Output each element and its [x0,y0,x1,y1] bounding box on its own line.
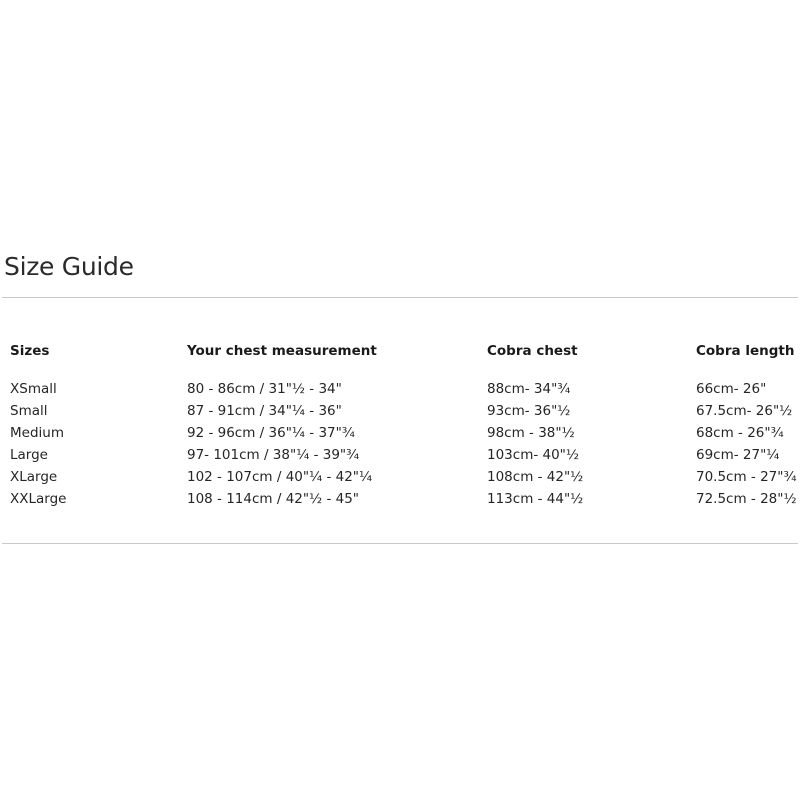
table-row [0,444,800,466]
chest-measurement-cell: 102 - 107cm / 40"¼ - 42"¼ [187,469,373,485]
cobra-length-cell: 72.5cm - 28"½ [696,491,797,507]
table-row [0,400,800,422]
title-divider [2,297,798,298]
size-cell: Small [10,403,48,419]
cobra-chest-cell: 98cm - 38"½ [487,425,575,441]
cobra-chest-cell: 103cm- 40"½ [487,447,579,463]
size-table [0,340,800,510]
table-row [0,378,800,400]
table-row [0,466,800,488]
cobra-chest-cell: 88cm- 34"¾ [487,381,571,397]
chest-measurement-cell: 108 - 114cm / 42"½ - 45" [187,491,360,507]
size-cell: XXLarge [10,491,67,507]
table-row [0,488,800,510]
chest-measurement-cell: 80 - 86cm / 31"½ - 34" [187,381,342,397]
header-cobra-chest: Cobra chest [487,343,578,359]
header-cobra-length: Cobra length [696,343,795,359]
header-sizes: Sizes [10,343,50,359]
size-cell: Large [10,447,48,463]
cobra-length-cell: 67.5cm- 26"½ [696,403,793,419]
cobra-chest-cell: 108cm - 42"½ [487,469,584,485]
page-title: Size Guide [4,252,134,281]
chest-measurement-cell: 97- 101cm / 38"¼ - 39"¾ [187,447,360,463]
cobra-chest-cell: 93cm- 36"½ [487,403,571,419]
cobra-length-cell: 69cm- 27"¼ [696,447,780,463]
table-header-row [0,340,800,370]
cobra-length-cell: 66cm- 26" [696,381,767,397]
table-row [0,422,800,444]
chest-measurement-cell: 87 - 91cm / 34"¼ - 36" [187,403,342,419]
header-chest-measurement: Your chest measurement [187,343,377,359]
cobra-length-cell: 68cm - 26"¾ [696,425,784,441]
cobra-chest-cell: 113cm - 44"½ [487,491,584,507]
size-cell: XLarge [10,469,58,485]
chest-measurement-cell: 92 - 96cm / 36"¼ - 37"¾ [187,425,355,441]
cobra-length-cell: 70.5cm - 27"¾ [696,469,797,485]
size-cell: XSmall [10,381,57,397]
size-cell: Medium [10,425,64,441]
table-bottom-divider [2,543,798,544]
